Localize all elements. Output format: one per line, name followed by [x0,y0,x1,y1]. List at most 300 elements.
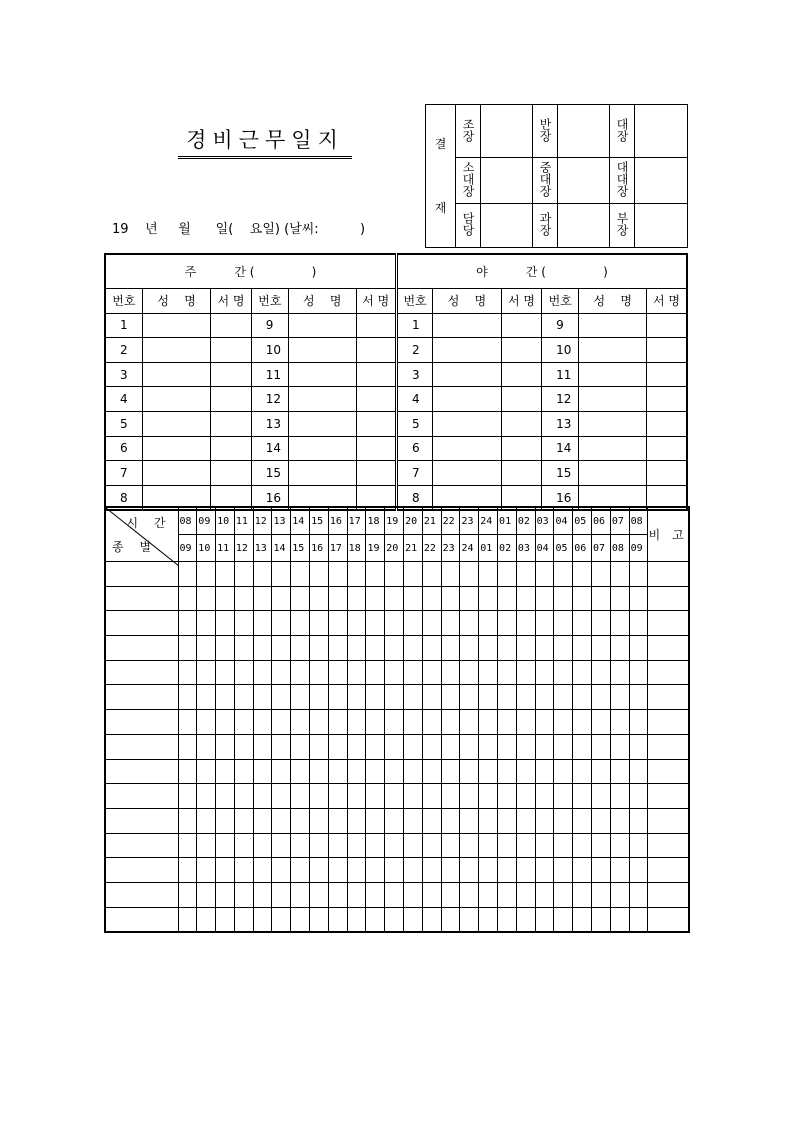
hour-cell[interactable] [272,759,291,784]
hour-cell[interactable] [234,759,253,784]
hour-cell[interactable] [234,611,253,636]
hour-cell[interactable] [347,882,366,907]
hour-cell[interactable] [310,858,329,883]
category-cell[interactable] [105,734,178,759]
hour-cell[interactable] [479,882,498,907]
hour-cell[interactable] [610,586,629,611]
hour-cell[interactable] [610,907,629,932]
roster-sign-cell[interactable] [211,338,251,363]
hour-cell[interactable] [404,586,423,611]
hour-cell[interactable] [460,586,479,611]
hour-cell[interactable] [328,586,347,611]
roster-sign-cell[interactable] [501,436,541,461]
hour-cell[interactable] [498,636,517,661]
hour-cell[interactable] [573,734,592,759]
remarks-cell[interactable] [648,636,689,661]
hour-cell[interactable] [573,611,592,636]
hour-cell[interactable] [253,882,272,907]
remarks-cell[interactable] [648,710,689,735]
hour-cell[interactable] [366,907,385,932]
hour-cell[interactable] [592,759,611,784]
hour-cell[interactable] [610,636,629,661]
hour-cell[interactable] [366,586,385,611]
hour-cell[interactable] [366,636,385,661]
hour-cell[interactable] [347,784,366,809]
hour-cell[interactable] [366,808,385,833]
roster-name-cell[interactable] [433,387,502,412]
hour-cell[interactable] [216,660,235,685]
hour-cell[interactable] [291,882,310,907]
roster-sign-cell[interactable] [501,387,541,412]
roster-sign-cell[interactable] [646,411,687,436]
hour-cell[interactable] [178,833,197,858]
hour-cell[interactable] [422,660,441,685]
hour-cell[interactable] [234,808,253,833]
hour-cell[interactable] [404,808,423,833]
hour-cell[interactable] [516,636,535,661]
hour-cell[interactable] [328,784,347,809]
hour-cell[interactable] [234,586,253,611]
hour-cell[interactable] [328,858,347,883]
roster-sign-cell[interactable] [501,338,541,363]
hour-cell[interactable] [234,685,253,710]
roster-sign-cell[interactable] [646,362,687,387]
hour-cell[interactable] [291,562,310,587]
hour-cell[interactable] [291,734,310,759]
hour-cell[interactable] [234,734,253,759]
hour-cell[interactable] [291,586,310,611]
roster-sign-cell[interactable] [356,461,396,486]
remarks-cell[interactable] [648,882,689,907]
hour-cell[interactable] [347,833,366,858]
hour-cell[interactable] [178,710,197,735]
hour-cell[interactable] [610,833,629,858]
hour-cell[interactable] [328,759,347,784]
roster-name-cell[interactable] [142,436,211,461]
roster-name-cell[interactable] [288,461,356,486]
approval-sign-box[interactable] [481,105,533,158]
approval-sign-box[interactable] [635,204,688,248]
hour-cell[interactable] [441,808,460,833]
hour-cell[interactable] [197,562,216,587]
hour-cell[interactable] [404,833,423,858]
approval-sign-box[interactable] [558,158,610,204]
hour-cell[interactable] [197,808,216,833]
hour-cell[interactable] [516,734,535,759]
hour-cell[interactable] [535,808,554,833]
hour-cell[interactable] [385,685,404,710]
hour-cell[interactable] [610,710,629,735]
hour-cell[interactable] [554,586,573,611]
roster-name-cell[interactable] [433,338,502,363]
hour-cell[interactable] [422,636,441,661]
hour-cell[interactable] [516,759,535,784]
hour-cell[interactable] [535,907,554,932]
hour-cell[interactable] [234,562,253,587]
roster-sign-cell[interactable] [646,338,687,363]
roster-sign-cell[interactable] [501,362,541,387]
hour-cell[interactable] [404,562,423,587]
hour-cell[interactable] [629,710,648,735]
hour-cell[interactable] [366,759,385,784]
category-cell[interactable] [105,882,178,907]
hour-cell[interactable] [610,882,629,907]
category-cell[interactable] [105,784,178,809]
hour-cell[interactable] [610,562,629,587]
roster-name-cell[interactable] [579,313,647,338]
hour-cell[interactable] [441,562,460,587]
hour-cell[interactable] [516,858,535,883]
hour-cell[interactable] [610,759,629,784]
hour-cell[interactable] [272,636,291,661]
hour-cell[interactable] [272,660,291,685]
hour-cell[interactable] [441,710,460,735]
hour-cell[interactable] [347,562,366,587]
hour-cell[interactable] [592,636,611,661]
hour-cell[interactable] [592,685,611,710]
hour-cell[interactable] [498,858,517,883]
category-cell[interactable] [105,636,178,661]
hour-cell[interactable] [253,611,272,636]
hour-cell[interactable] [554,808,573,833]
hour-cell[interactable] [385,833,404,858]
hour-cell[interactable] [253,759,272,784]
hour-cell[interactable] [460,660,479,685]
roster-name-cell[interactable] [288,338,356,363]
hour-cell[interactable] [535,882,554,907]
hour-cell[interactable] [385,710,404,735]
hour-cell[interactable] [479,784,498,809]
hour-cell[interactable] [178,907,197,932]
hour-cell[interactable] [460,611,479,636]
hour-cell[interactable] [385,611,404,636]
hour-cell[interactable] [422,562,441,587]
roster-name-cell[interactable] [433,362,502,387]
hour-cell[interactable] [498,685,517,710]
hour-cell[interactable] [535,784,554,809]
hour-cell[interactable] [178,882,197,907]
hour-cell[interactable] [328,734,347,759]
hour-cell[interactable] [366,882,385,907]
hour-cell[interactable] [291,759,310,784]
hour-cell[interactable] [347,858,366,883]
hour-cell[interactable] [253,858,272,883]
hour-cell[interactable] [498,734,517,759]
hour-cell[interactable] [253,562,272,587]
hour-cell[interactable] [554,858,573,883]
hour-cell[interactable] [310,734,329,759]
hour-cell[interactable] [216,882,235,907]
roster-sign-cell[interactable] [211,387,251,412]
hour-cell[interactable] [385,586,404,611]
category-cell[interactable] [105,808,178,833]
roster-sign-cell[interactable] [356,338,396,363]
hour-cell[interactable] [404,784,423,809]
hour-cell[interactable] [573,858,592,883]
hour-cell[interactable] [328,636,347,661]
hour-cell[interactable] [629,882,648,907]
hour-cell[interactable] [516,710,535,735]
hour-cell[interactable] [498,784,517,809]
hour-cell[interactable] [328,685,347,710]
hour-cell[interactable] [253,685,272,710]
hour-cell[interactable] [479,611,498,636]
roster-name-cell[interactable] [142,461,211,486]
hour-cell[interactable] [516,833,535,858]
hour-cell[interactable] [498,907,517,932]
hour-cell[interactable] [310,759,329,784]
hour-cell[interactable] [498,808,517,833]
hour-cell[interactable] [347,710,366,735]
hour-cell[interactable] [178,734,197,759]
hour-cell[interactable] [234,660,253,685]
hour-cell[interactable] [498,586,517,611]
hour-cell[interactable] [498,759,517,784]
hour-cell[interactable] [197,636,216,661]
hour-cell[interactable] [554,611,573,636]
hour-cell[interactable] [272,685,291,710]
hour-cell[interactable] [178,685,197,710]
hour-cell[interactable] [328,562,347,587]
approval-sign-box[interactable] [558,105,610,158]
roster-name-cell[interactable] [288,411,356,436]
category-cell[interactable] [105,710,178,735]
hour-cell[interactable] [216,562,235,587]
hour-cell[interactable] [234,907,253,932]
hour-cell[interactable] [535,660,554,685]
hour-cell[interactable] [291,907,310,932]
roster-name-cell[interactable] [142,313,211,338]
roster-sign-cell[interactable] [211,436,251,461]
hour-cell[interactable] [422,710,441,735]
hour-cell[interactable] [498,660,517,685]
roster-name-cell[interactable] [288,313,356,338]
hour-cell[interactable] [592,907,611,932]
hour-cell[interactable] [366,734,385,759]
hour-cell[interactable] [385,660,404,685]
hour-cell[interactable] [347,734,366,759]
hour-cell[interactable] [479,562,498,587]
hour-cell[interactable] [234,858,253,883]
hour-cell[interactable] [441,611,460,636]
hour-cell[interactable] [573,660,592,685]
hour-cell[interactable] [310,808,329,833]
hour-cell[interactable] [272,734,291,759]
hour-cell[interactable] [460,907,479,932]
hour-cell[interactable] [197,710,216,735]
hour-cell[interactable] [291,660,310,685]
hour-cell[interactable] [629,833,648,858]
approval-sign-box[interactable] [481,204,533,248]
roster-name-cell[interactable] [433,313,502,338]
hour-cell[interactable] [629,808,648,833]
hour-cell[interactable] [197,882,216,907]
hour-cell[interactable] [516,907,535,932]
hour-cell[interactable] [385,562,404,587]
roster-name-cell[interactable] [579,387,647,412]
hour-cell[interactable] [197,784,216,809]
hour-cell[interactable] [479,685,498,710]
hour-cell[interactable] [197,759,216,784]
hour-cell[interactable] [479,586,498,611]
hour-cell[interactable] [479,636,498,661]
remarks-cell[interactable] [648,808,689,833]
hour-cell[interactable] [328,882,347,907]
hour-cell[interactable] [310,611,329,636]
hour-cell[interactable] [422,858,441,883]
hour-cell[interactable] [554,833,573,858]
hour-cell[interactable] [592,611,611,636]
hour-cell[interactable] [234,882,253,907]
hour-cell[interactable] [422,784,441,809]
hour-cell[interactable] [629,858,648,883]
hour-cell[interactable] [366,784,385,809]
approval-sign-box[interactable] [635,105,688,158]
hour-cell[interactable] [479,759,498,784]
hour-cell[interactable] [610,808,629,833]
hour-cell[interactable] [629,685,648,710]
hour-cell[interactable] [610,611,629,636]
hour-cell[interactable] [197,685,216,710]
hour-cell[interactable] [253,833,272,858]
hour-cell[interactable] [272,710,291,735]
hour-cell[interactable] [347,611,366,636]
hour-cell[interactable] [554,907,573,932]
hour-cell[interactable] [610,784,629,809]
hour-cell[interactable] [535,734,554,759]
hour-cell[interactable] [422,734,441,759]
hour-cell[interactable] [385,784,404,809]
hour-cell[interactable] [291,858,310,883]
hour-cell[interactable] [592,833,611,858]
hour-cell[interactable] [216,636,235,661]
remarks-cell[interactable] [648,562,689,587]
hour-cell[interactable] [441,907,460,932]
roster-name-cell[interactable] [579,338,647,363]
hour-cell[interactable] [441,759,460,784]
hour-cell[interactable] [310,685,329,710]
hour-cell[interactable] [197,858,216,883]
roster-name-cell[interactable] [579,362,647,387]
roster-name-cell[interactable] [142,362,211,387]
hour-cell[interactable] [234,784,253,809]
hour-cell[interactable] [272,907,291,932]
hour-cell[interactable] [460,858,479,883]
hour-cell[interactable] [272,784,291,809]
hour-cell[interactable] [253,660,272,685]
hour-cell[interactable] [253,784,272,809]
hour-cell[interactable] [592,784,611,809]
roster-sign-cell[interactable] [211,313,251,338]
hour-cell[interactable] [441,833,460,858]
hour-cell[interactable] [573,685,592,710]
hour-cell[interactable] [178,636,197,661]
hour-cell[interactable] [516,784,535,809]
hour-cell[interactable] [272,858,291,883]
hour-cell[interactable] [272,808,291,833]
hour-cell[interactable] [516,586,535,611]
hour-cell[interactable] [422,685,441,710]
hour-cell[interactable] [216,858,235,883]
hour-cell[interactable] [272,586,291,611]
hour-cell[interactable] [347,586,366,611]
hour-cell[interactable] [216,784,235,809]
hour-cell[interactable] [535,759,554,784]
hour-cell[interactable] [366,562,385,587]
hour-cell[interactable] [441,685,460,710]
hour-cell[interactable] [310,907,329,932]
hour-cell[interactable] [291,833,310,858]
hour-cell[interactable] [178,562,197,587]
hour-cell[interactable] [197,833,216,858]
hour-cell[interactable] [178,586,197,611]
hour-cell[interactable] [554,710,573,735]
hour-cell[interactable] [422,907,441,932]
hour-cell[interactable] [404,858,423,883]
hour-cell[interactable] [347,808,366,833]
hour-cell[interactable] [629,907,648,932]
hour-cell[interactable] [629,611,648,636]
hour-cell[interactable] [291,636,310,661]
hour-cell[interactable] [366,611,385,636]
roster-sign-cell[interactable] [501,313,541,338]
hour-cell[interactable] [610,685,629,710]
hour-cell[interactable] [385,882,404,907]
hour-cell[interactable] [328,660,347,685]
hour-cell[interactable] [479,833,498,858]
roster-name-cell[interactable] [288,362,356,387]
hour-cell[interactable] [272,611,291,636]
hour-cell[interactable] [498,562,517,587]
hour-cell[interactable] [291,808,310,833]
remarks-cell[interactable] [648,759,689,784]
roster-name-cell[interactable] [142,338,211,363]
approval-sign-box[interactable] [635,158,688,204]
hour-cell[interactable] [535,636,554,661]
hour-cell[interactable] [460,734,479,759]
hour-cell[interactable] [216,586,235,611]
category-cell[interactable] [105,611,178,636]
hour-cell[interactable] [385,734,404,759]
hour-cell[interactable] [460,784,479,809]
hour-cell[interactable] [460,882,479,907]
hour-cell[interactable] [460,636,479,661]
hour-cell[interactable] [629,636,648,661]
remarks-cell[interactable] [648,660,689,685]
hour-cell[interactable] [573,636,592,661]
hour-cell[interactable] [629,586,648,611]
hour-cell[interactable] [516,562,535,587]
hour-cell[interactable] [535,586,554,611]
hour-cell[interactable] [385,759,404,784]
hour-cell[interactable] [441,586,460,611]
hour-cell[interactable] [234,636,253,661]
hour-cell[interactable] [328,808,347,833]
hour-cell[interactable] [592,808,611,833]
hour-cell[interactable] [272,833,291,858]
hour-cell[interactable] [234,710,253,735]
hour-cell[interactable] [554,685,573,710]
roster-name-cell[interactable] [142,387,211,412]
hour-cell[interactable] [573,907,592,932]
hour-cell[interactable] [291,611,310,636]
hour-cell[interactable] [272,562,291,587]
hour-cell[interactable] [216,833,235,858]
hour-cell[interactable] [253,808,272,833]
remarks-cell[interactable] [648,784,689,809]
roster-name-cell[interactable] [433,461,502,486]
hour-cell[interactable] [422,808,441,833]
